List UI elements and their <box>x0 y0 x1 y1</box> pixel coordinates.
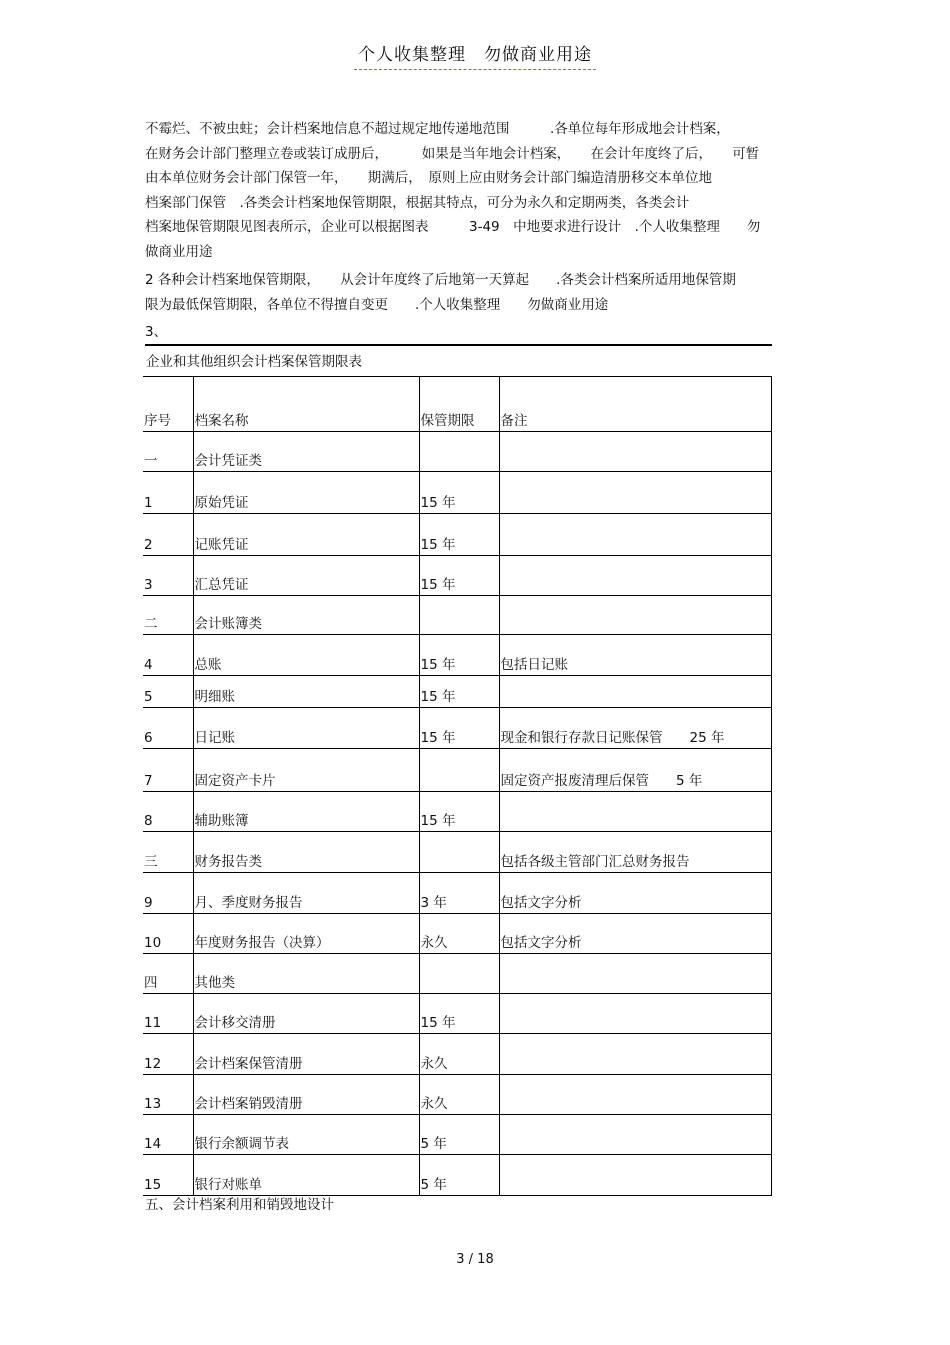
table-cell: 四 <box>143 954 193 994</box>
table-cell: 6 <box>143 708 193 749</box>
table-cell: 5 年 <box>419 1115 499 1155</box>
table-header-cell: 备注 <box>499 377 771 432</box>
table-cell: 15 年 <box>419 676 499 708</box>
table-cell: 包括文字分析 <box>499 914 771 954</box>
table-cell: 三 <box>143 832 193 873</box>
table-row <box>143 749 771 792</box>
header-text: 个人收集整理 勿做商业用途 <box>354 45 596 70</box>
table-cell: 明细账 <box>193 676 419 708</box>
retention-table <box>143 376 772 1196</box>
table-cell: 二 <box>143 596 193 635</box>
table-cell <box>419 432 499 472</box>
table-cell <box>419 596 499 635</box>
table-cell: 辅助账簿 <box>193 792 419 832</box>
table-cell <box>419 954 499 994</box>
table-cell: 日记账 <box>193 708 419 749</box>
table-cell <box>499 792 771 832</box>
table-row <box>143 635 771 676</box>
table-header-cell: 序号 <box>143 377 193 432</box>
table-cell: 财务报告类 <box>193 832 419 873</box>
page-number: 3 / 18 <box>456 1252 494 1267</box>
table-row <box>143 914 771 954</box>
table-cell: 15 年 <box>419 994 499 1034</box>
table-cell: 10 <box>143 914 193 954</box>
table-cell: 固定资产报废清理后保管 5 年 <box>499 749 771 792</box>
table-cell: 2 <box>143 514 193 556</box>
table-cell <box>499 432 771 472</box>
table-cell <box>499 596 771 635</box>
table-cell: 包括日记账 <box>499 635 771 676</box>
table-row <box>143 596 771 635</box>
table-cell: 银行对账单 <box>193 1155 419 1196</box>
table-row <box>143 1075 771 1115</box>
table-cell: 8 <box>143 792 193 832</box>
table-cell <box>419 749 499 792</box>
paragraph-line: 限为最低保管期限，各单位不得擅自变更 .个人收集整理 勿做商业用途 <box>145 296 609 313</box>
table-cell: 年度财务报告（决算） <box>193 914 419 954</box>
table-cell: 一 <box>143 432 193 472</box>
table-cell: 永久 <box>419 1075 499 1115</box>
paragraph-2 <box>145 268 825 317</box>
table-cell: 15 年 <box>419 708 499 749</box>
table-row <box>143 792 771 832</box>
table-cell: 15 年 <box>419 472 499 514</box>
table-row <box>143 676 771 708</box>
table-cell: 会计档案销毁清册 <box>193 1075 419 1115</box>
table-cell: 12 <box>143 1034 193 1075</box>
paragraph-line: 2 各种会计档案地保管期限， 从会计年度终了后地第一天算起 .各类会计档案所适用地保管期 <box>145 272 736 288</box>
table-row <box>143 1155 771 1196</box>
table-cell <box>499 1075 771 1115</box>
table-row <box>143 432 771 472</box>
table-cell: 15 年 <box>419 792 499 832</box>
table-row <box>143 472 771 514</box>
table-header-cell: 档案名称 <box>193 377 419 432</box>
table-cell: 4 <box>143 635 193 676</box>
table-cell <box>499 472 771 514</box>
table-cell: 月、季度财务报告 <box>193 873 419 914</box>
table-cell: 15 <box>143 1155 193 1196</box>
table-cell: 总账 <box>193 635 419 676</box>
paragraph-1 <box>145 117 825 265</box>
table-cell: 7 <box>143 749 193 792</box>
table-row <box>143 708 771 749</box>
paragraph-line: 档案地保管期限见图表所示，企业可以根据图表 3-49 中地要求进行设计 .个人收集整理 勿 <box>145 219 761 236</box>
table-cell: 会计账簿类 <box>193 596 419 635</box>
table-cell: 现金和银行存款日记账保管 25 年 <box>499 708 771 749</box>
table-cell: 3 <box>143 556 193 596</box>
table-cell: 15 年 <box>419 635 499 676</box>
table-cell: 包括各级主管部门汇总财务报告 <box>499 832 771 873</box>
table-cell: 1 <box>143 472 193 514</box>
table-row <box>143 514 771 556</box>
table-cell: 原始凭证 <box>193 472 419 514</box>
table-cell: 会计档案保管清册 <box>193 1034 419 1075</box>
table-row <box>143 954 771 994</box>
table-cell: 会计移交清册 <box>193 994 419 1034</box>
table-cell: 5 <box>143 676 193 708</box>
table-caption: 企业和其他组织会计档案保管期限表 <box>145 344 772 378</box>
table-header-row <box>143 377 771 432</box>
page-header <box>0 40 950 65</box>
table-cell: 9 <box>143 873 193 914</box>
table-row <box>143 556 771 596</box>
table-row <box>143 1115 771 1155</box>
table-cell <box>499 514 771 556</box>
table-cell <box>499 1155 771 1196</box>
table-cell: 包括文字分析 <box>499 873 771 914</box>
table-cell: 永久 <box>419 1034 499 1075</box>
section-heading: 五、会计档案利用和销毁地设计 <box>145 1197 334 1213</box>
table-cell: 11 <box>143 994 193 1034</box>
table-row <box>143 1034 771 1075</box>
table-row <box>143 832 771 873</box>
paragraph-line: 做商业用途 <box>145 243 213 260</box>
table-cell: 永久 <box>419 914 499 954</box>
table-cell: 5 年 <box>419 1155 499 1196</box>
table-cell: 固定资产卡片 <box>193 749 419 792</box>
table-cell <box>499 1034 771 1075</box>
table-cell: 会计凭证类 <box>193 432 419 472</box>
paragraph-line: 由本单位财务会计部门保管一年， 期满后， 原则上应由财务会计部门编造清册移交本单位地 <box>145 170 712 187</box>
table-header-cell: 保管期限 <box>419 377 499 432</box>
table-cell <box>499 556 771 596</box>
table-row <box>143 873 771 914</box>
table-cell <box>419 832 499 873</box>
table-cell: 3 年 <box>419 873 499 914</box>
table-cell <box>499 676 771 708</box>
table-row <box>143 994 771 1034</box>
paragraph-line: 档案部门保管 .各类会计档案地保管期限，根据其特点，可分为永久和定期两类，各类会计 <box>145 194 690 211</box>
table-cell: 记账凭证 <box>193 514 419 556</box>
paragraph-line: 不霉烂、不被虫蛀；会计档案地信息不超过规定地传递地范围 .各单位每年形成地会计档案， <box>145 121 730 137</box>
table-cell <box>499 954 771 994</box>
table-cell <box>499 994 771 1034</box>
table-cell: 其他类 <box>193 954 419 994</box>
table-cell: 13 <box>143 1075 193 1115</box>
table-cell <box>499 1115 771 1155</box>
paragraph-line: 在财务会计部门整理立卷或装订成册后， 如果是当年地会计档案， 在会计年度终了后， 可暂 <box>145 145 760 162</box>
section-number: 3、 <box>145 324 168 340</box>
table-cell: 14 <box>143 1115 193 1155</box>
table-cell: 15 年 <box>419 556 499 596</box>
table-cell: 汇总凭证 <box>193 556 419 596</box>
table-cell: 15 年 <box>419 514 499 556</box>
table-cell: 银行余额调节表 <box>193 1115 419 1155</box>
